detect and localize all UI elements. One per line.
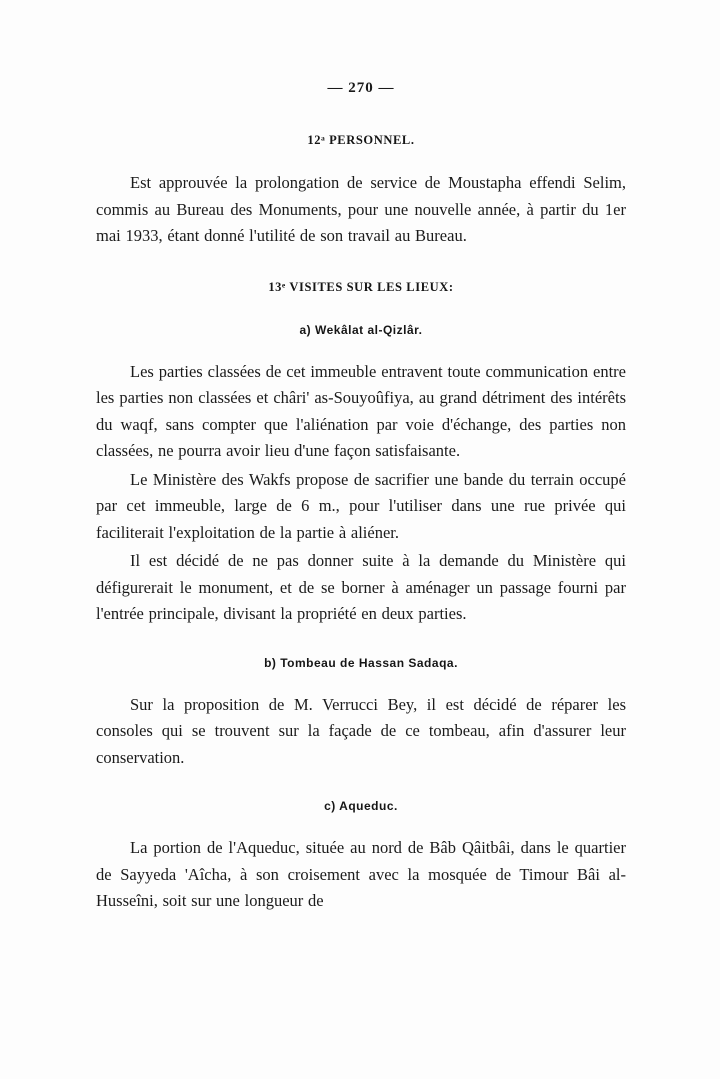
paragraph-wekalat-3: Il est décidé de ne pas donner suite à la demande du Ministère qui défigurerait le monument, et de se borner à aménager un passage fourni par l'entrée principale, divisant la propriété en deux parties. xyxy=(96,551,626,623)
section-heading-visites: 13ᵉ VISITES SUR LES LIEUX: xyxy=(268,279,454,294)
paragraph-personnel-1: Est approuvée la prolongation de service de Moustapha effendi Selim, commis au Bureau des Monuments, pour une nouvelle année, à partir du 1er mai 1933, étant donné l'utilité de son travail au Bureau. xyxy=(96,173,626,245)
subsection-heading-wekalat: a) Wekâlat al-Qizlâr. xyxy=(299,322,423,337)
paragraph-aqueduc-1: La portion de l'Aqueduc, située au nord de Bâb Qâitbâi, dans le quartier de Sayyeda 'Aîcha, à son croisement avec la mosquée de Timour Bâi al-Husseîni, soit sur une longueur de xyxy=(96,838,626,910)
subsection-heading-tombeau: b) Tombeau de Hassan Sadaqa. xyxy=(264,655,458,670)
page-number: — 270 — xyxy=(327,80,395,96)
paragraph-tombeau-1: Sur la proposition de M. Verrucci Bey, il est décidé de réparer les consoles qui se trouvent sur la façade de ce tombeau, afin d'assurer leur conservation. xyxy=(96,694,626,767)
section-heading-personnel: 12ᵃ PERSONNEL. xyxy=(307,133,415,147)
paragraph-wekalat-2: Le Ministère des Wakfs propose de sacrifier une bande du terrain occupé par cet immeuble, large de 6 m., pour l'utiliser dans une rue privée qui faciliterait l'exploitation de la partie à aliéner. xyxy=(96,469,626,542)
paragraph-wekalat-1: Les parties classées de cet immeuble entravent toute communication entre les parties non classées et châri' as-Souyoûfiya, au grand détriment des intérêts du waqf, sans compter que l'aliénation par voie d'échange, des parties non classées, ne pourra avoir lieu d'une façon satisfaisante. xyxy=(96,361,626,460)
subsection-heading-aqueduc: c) Aqueduc. xyxy=(324,799,398,813)
page-content xyxy=(96,80,626,919)
